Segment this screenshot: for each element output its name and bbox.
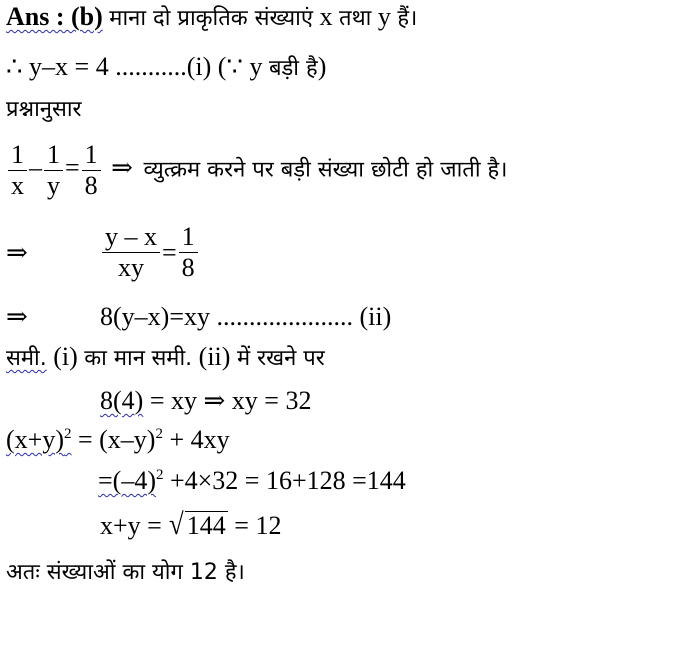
prashnanusar-heading: प्रश्नानुसार <box>6 97 82 122</box>
equals-sign: = <box>65 153 80 183</box>
fraction-1-over-y <box>44 140 63 201</box>
evaluation-line <box>98 466 406 496</box>
fraction-y-minus-x-over-xy <box>102 222 160 283</box>
equation-i: y–x = 4 ...........(i) ( <box>29 52 227 81</box>
sami-abbrev: समी. <box>6 346 47 371</box>
answer-label: Ans : (b) <box>6 2 103 31</box>
var-y: y <box>377 2 391 31</box>
diff-term: = (x–y) <box>71 425 156 454</box>
fraction-denominator: 8 <box>181 253 195 282</box>
equation-i-line <box>6 52 326 84</box>
intro-text: माना दो प्राकृतिक संख्याएं <box>109 6 314 31</box>
product-result: = xy ⇒ xy = 32 <box>143 386 312 415</box>
sami-abbrev: समी. <box>151 346 193 371</box>
evaluation-result: +4×32 = 16+128 =144 <box>163 466 406 495</box>
reciprocal-equation-line <box>8 140 508 201</box>
exponent: 2 <box>155 426 163 442</box>
product-term: + 4xy <box>162 425 230 454</box>
product-line <box>100 386 311 416</box>
fraction-denominator: xy <box>118 253 144 282</box>
sum-squared <box>6 425 71 454</box>
conclusion-text: अतः संख्याओं का योग 12 है। <box>6 560 245 585</box>
because-symbol: ∵ <box>226 52 243 81</box>
tatha-text: तथा <box>339 6 372 31</box>
square-root <box>168 510 227 541</box>
rakhne-par-text: में रखने पर <box>236 346 325 371</box>
sum-lhs: x+y = <box>100 511 162 540</box>
minus-sign: – <box>29 153 42 183</box>
exponent: 2 <box>155 467 164 483</box>
implies-line-1 <box>6 222 198 283</box>
substitution-line <box>6 342 325 374</box>
fraction-1-over-8 <box>179 222 198 283</box>
fraction-numerator: 1 <box>179 222 198 253</box>
badi-hai-text: बड़ी है <box>268 56 318 81</box>
fraction-numerator: y – x <box>102 222 160 253</box>
var-y: y <box>249 52 263 81</box>
fraction-denominator: y <box>47 171 60 200</box>
ka-maan-text: का मान <box>84 346 145 371</box>
fraction-denominator: x <box>11 171 24 200</box>
exponent: 2 <box>63 426 72 442</box>
eq-ref-ii: (ii) <box>198 342 231 371</box>
fraction-denominator: 8 <box>84 171 98 200</box>
sqrt-result: = 12 <box>234 511 282 540</box>
equation-ii: 8(y–x)=xy ..................... (ii) <box>100 302 392 331</box>
fraction-1-over-x <box>8 140 27 201</box>
implies-arrow: ⇒ <box>6 302 28 331</box>
hain-text: हैं। <box>397 6 418 31</box>
radicand: 144 <box>186 511 226 540</box>
eq-ref-i: (i) <box>53 342 78 371</box>
implies-arrow: ⇒ <box>6 237 28 267</box>
product-lhs: 8(4) <box>100 386 144 415</box>
therefore-symbol: ∴ <box>6 52 23 81</box>
close-paren: ) <box>317 52 327 81</box>
identity-line <box>6 425 230 455</box>
sqrt-line <box>100 510 281 541</box>
sum-term: (x+y) <box>6 425 64 454</box>
answer-line <box>6 2 417 34</box>
minus-four: =(–4) <box>98 466 156 495</box>
var-x: x <box>319 2 333 31</box>
radical-icon: √ <box>169 508 184 541</box>
fraction-numerator: 1 <box>8 140 27 171</box>
equation-ii-line <box>6 302 391 332</box>
fraction-numerator: 1 <box>44 140 63 171</box>
fraction-numerator: 1 <box>82 140 101 171</box>
fraction-1-over-8 <box>82 140 101 201</box>
implies-arrow: ⇒ <box>111 153 133 183</box>
reciprocal-explanation: व्युत्क्रम करने पर बड़ी संख्या छोटी हो जाती है। <box>143 157 508 183</box>
equals-sign: = <box>162 237 177 267</box>
